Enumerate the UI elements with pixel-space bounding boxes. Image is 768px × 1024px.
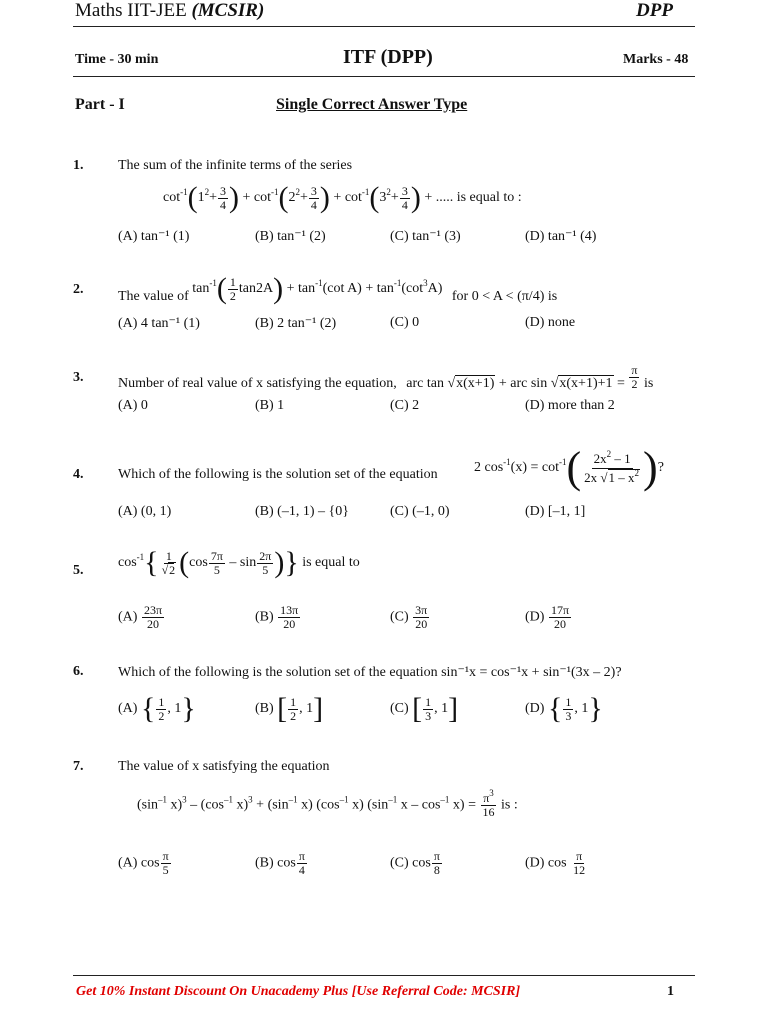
option-label: (C) <box>390 701 409 717</box>
series-expression: $\cot^{-1}(1^2+$ $\frac{3}{4}$ ) + $\cot^{-1}(2^2+$ $\frac{3}{4}$ ) + $\cot^{-1}(3^2+$ $\frac{3}{4}$ ) + ..... is equal to : <box>163 181 522 214</box>
pi-over-2: $\frac{\pi}{2}$ <box>631 363 638 391</box>
question-tail: is equal to <box>302 555 360 571</box>
option-b[interactable]: (B) [ $\frac{1}{2}$ , 1] <box>255 692 324 725</box>
question-tail: is <box>643 375 654 391</box>
question-tail: is : <box>500 797 518 813</box>
option-label: (C) <box>390 609 409 625</box>
question-number: 2. <box>73 282 84 297</box>
question-text: Which of the following is the solution set of the equation sin⁻¹x = cos⁻¹x + sin⁻¹(3x – 2)? <box>118 665 622 680</box>
option-b[interactable]: (B) $\frac{13\pi}{20}$ <box>255 603 299 631</box>
question-number: 6. <box>73 664 84 679</box>
question-text: Which of the following is the solution set of the equation <box>118 467 438 482</box>
option-c[interactable]: (C) cos $\frac{\pi}{8}$ <box>390 849 440 877</box>
option-label: (D) <box>525 701 545 717</box>
question-tail: ? <box>657 460 664 476</box>
question-number: 4. <box>73 467 84 482</box>
marks-label: Marks - 48 <box>623 52 689 67</box>
question-lead: Number of real value of x satisfying the equation, <box>118 375 397 391</box>
question-text <box>118 362 653 389</box>
option-a[interactable]: (A) { $\frac{1}{2}$ , 1} <box>118 692 196 725</box>
option-b[interactable]: (B) (–1, 1) – {0} <box>255 504 349 519</box>
meta-rule <box>73 76 695 77</box>
option-a[interactable]: (A) 4 tan⁻¹ (1) <box>118 316 200 331</box>
option-d[interactable]: (D) none <box>525 315 576 330</box>
option-c[interactable]: (C) (–1, 0) <box>390 504 450 519</box>
option-label: (A) <box>118 609 138 625</box>
option-b[interactable]: (B) 1 <box>255 398 285 413</box>
option-c[interactable]: (C) 0 <box>390 315 420 330</box>
option-label: (B) cos <box>255 855 296 871</box>
option-c[interactable]: (C) $\frac{3\pi}{20}$ <box>390 603 428 631</box>
option-d[interactable]: (D) [–1, 1] <box>525 504 586 519</box>
question-lead: The value of <box>118 289 189 305</box>
option-d[interactable]: (D) $\frac{17\pi}{20}$ <box>525 603 569 631</box>
promo-banner: Get 10% Instant Discount On Unacademy Plus [Use Referral Code: MCSIR] <box>76 984 521 999</box>
header-subject <box>75 0 264 22</box>
option-label: (A) cos <box>118 855 160 871</box>
option-b[interactable]: (B) cos $\frac{\pi}{4}$ <box>255 849 305 877</box>
option-a[interactable]: (A) 0 <box>118 398 148 413</box>
question-text: The sum of the infinite terms of the series <box>118 158 353 173</box>
question-expression: $\tan^{-1}$( $\frac{1}{2}$ $\tan 2A) + \tan^{-1}(\cot$ $A) + \tan^{-1}(\cot^3A)$ <box>192 272 446 305</box>
question-expression: $\cos^{-1}${ $\frac{1}{√2}$ (cos $\frac{7\pi}{5}$ – sin $\frac{2\pi}{5}$ )} is equal to <box>118 546 360 579</box>
option-a[interactable]: (A) $\frac{23\pi}{20}$ <box>118 603 162 631</box>
option-a[interactable]: (A) tan⁻¹ (1) <box>118 229 190 244</box>
part-label: Part - I <box>75 96 125 113</box>
option-label: (D) <box>525 609 545 625</box>
option-label: (D) cos <box>525 855 567 871</box>
option-c[interactable]: (C) 2 <box>390 398 420 413</box>
question-number: 1. <box>73 158 84 173</box>
option-c[interactable]: (C) [ $\frac{1}{3}$ , 1] <box>390 692 459 725</box>
subject-text: Maths IIT-JEE <box>75 0 187 21</box>
option-d[interactable]: (D) cos $\frac{\pi}{12}$ <box>525 849 586 877</box>
time-label: Time - 30 min <box>75 52 159 67</box>
question-number: 5. <box>73 563 84 578</box>
question-text: The value of x satisfying the equation <box>118 759 330 774</box>
option-d[interactable]: (D) more than 2 <box>525 398 615 413</box>
question-expression: 2 $\cos^{-1}(x) = \cot^{-1}$( $\frac{2x^2 - 1}{2x √1 - x^2}$ )? <box>474 443 664 492</box>
question-expression: ($\sin^{-1}$ $x)^3 - (\cos^{-1}$ $x)^3 + (\sin^{-1}$ x) ($\cos^{-1}$ x) ($\sin^{-1}$ x – $\cos^{-1} x$) = $\frac{\pi^3}{16}$ is : <box>137 788 518 819</box>
option-c[interactable]: (C) tan⁻¹ (3) <box>390 229 461 244</box>
option-d[interactable]: (D) { $\frac{1}{3}$ , 1} <box>525 692 603 725</box>
question-expression: arc tan √x(x+1) + arc sin √x(x+1)+1 = <box>406 375 629 391</box>
page-number: 1 <box>667 984 674 999</box>
question-tail: for 0 < A < (π/4) is <box>451 289 558 305</box>
option-a[interactable]: (A) cos $\frac{\pi}{5}$ <box>118 849 169 877</box>
question-number: 7. <box>73 759 84 774</box>
institute-text: (MCSIR) <box>191 0 265 21</box>
option-label: (A) <box>118 701 138 717</box>
option-label: (B) <box>255 609 274 625</box>
option-b[interactable]: (B) 2 tan⁻¹ (2) <box>255 316 337 331</box>
option-b[interactable]: (B) tan⁻¹ (2) <box>255 229 326 244</box>
option-label: (B) <box>255 701 274 717</box>
question-tail: + ..... is equal to : <box>424 190 522 206</box>
section-type: Single Correct Answer Type <box>276 96 468 113</box>
option-d[interactable]: (D) tan⁻¹ (4) <box>525 229 597 244</box>
question-number: 3. <box>73 370 84 385</box>
page-title: ITF (DPP) <box>343 46 433 68</box>
header-tag: DPP <box>636 0 673 21</box>
option-a[interactable]: (A) (0, 1) <box>118 504 172 519</box>
option-label: (C) cos <box>390 855 431 871</box>
header-rule <box>73 26 695 27</box>
question-text <box>118 270 558 305</box>
footer-rule <box>73 975 695 976</box>
